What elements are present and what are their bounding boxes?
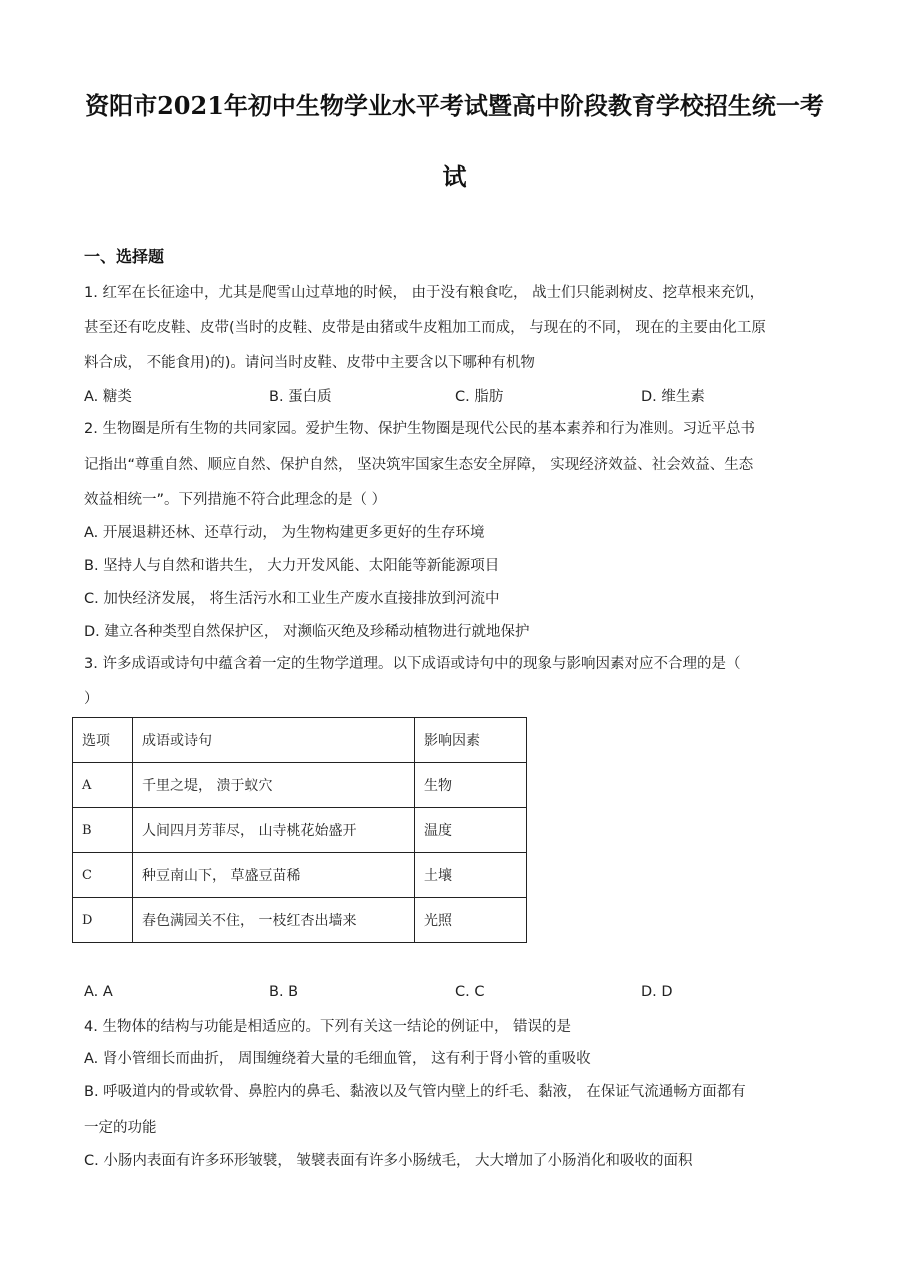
- page-title-line-1: 资阳市2021年初中生物学业水平考试暨高中阶段教育学校招生统一考: [85, 91, 824, 120]
- question-2-option-a: A. 开展退耕还林、还草行动， 为生物构建更多更好的生存环境: [84, 525, 485, 541]
- question-4-option-a: A. 肾小管细长而曲折， 周围缠绕着大量的毛细血管， 这有利于肾小管的重吸收: [84, 1051, 591, 1067]
- question-1-option-a: A. 糖类: [84, 389, 132, 405]
- question-3-option-a: A. A: [84, 984, 113, 1000]
- question-3-option-b: B. B: [269, 984, 299, 1000]
- question-2-option-d: D. 建立各种类型自然保护区， 对濒临灭绝及珍稀动植物进行就地保护: [84, 624, 530, 640]
- table-cell: B: [73, 808, 133, 853]
- question-4-line-1: 4. 生物体的结构与功能是相适应的。下列有关这一结论的例证中， 错误的是: [84, 1019, 572, 1035]
- table-cell: A: [73, 763, 133, 808]
- question-2-option-c: C. 加快经济发展， 将生活污水和工业生产废水直接排放到河流中: [84, 591, 500, 607]
- table-cell: 春色满园关不住， 一枝红杏出墙来: [133, 898, 415, 943]
- question-1-line-2: 甚至还有吃皮鞋、皮带(当时的皮鞋、皮带是由猪或牛皮粗加工而成， 与现在的不同， 现在的主要由化工原: [84, 320, 766, 336]
- question-3-line-2: ）: [84, 691, 99, 707]
- page-title-line-2: 试: [442, 162, 467, 191]
- table-header-cell: 影响因素: [415, 718, 527, 763]
- question-3-option-d: D. D: [641, 984, 673, 1000]
- table-header-cell: 成语或诗句: [133, 718, 415, 763]
- question-1-line-1: 1. 红军在长征途中，尤其是爬雪山过草地的时候， 由于没有粮食吃， 战士们只能剥树皮、挖草根来充饥，: [84, 285, 765, 301]
- table-header-cell: 选项: [73, 718, 133, 763]
- question-2-option-b: B. 坚持人与自然和谐共生， 大力开发风能、太阳能等新能源项目: [84, 558, 500, 574]
- table-cell: 人间四月芳菲尽， 山寺桃花始盛开: [133, 808, 415, 853]
- table-row: [73, 763, 527, 808]
- table-row: [73, 898, 527, 943]
- section-heading: 一、选择题: [84, 247, 165, 266]
- table-cell: 千里之堤， 溃于蚁穴: [133, 763, 415, 808]
- question-3-line-1: 3. 许多成语或诗句中蕴含着一定的生物学道理。以下成语或诗句中的现象与影响因素对应不合理的是（: [84, 656, 741, 672]
- table-cell: C: [73, 853, 133, 898]
- table-cell: 土壤: [415, 853, 527, 898]
- table-header-row: [73, 718, 527, 763]
- table-cell: 温度: [415, 808, 527, 853]
- table-cell: 种豆南山下， 草盛豆苗稀: [133, 853, 415, 898]
- question-4-option-b: B. 呼吸道内的骨或软骨、鼻腔内的鼻毛、黏液以及气管内壁上的纤毛、黏液， 在保证气流通畅方面都有: [84, 1084, 746, 1100]
- table-cell: 生物: [415, 763, 527, 808]
- table-row: [73, 853, 527, 898]
- question-1-line-3: 料合成， 不能食用)的)。请问当时皮鞋、皮带中主要含以下哪种有机物: [84, 355, 535, 371]
- question-4-option-b-continued: 一定的功能: [84, 1120, 157, 1136]
- question-1-option-c: C. 脂肪: [455, 389, 504, 405]
- question-1-option-d: D. 维生素: [641, 389, 705, 405]
- question-4-option-c: C. 小肠内表面有许多环形皱襞， 皱襞表面有许多小肠绒毛， 大大增加了小肠消化和吸收的面积: [84, 1153, 693, 1169]
- question-2-line-2: 记指出“尊重自然、顺应自然、保护自然， 坚决筑牢国家生态安全屏障， 实现经济效益、社会效益、生态: [84, 457, 754, 473]
- question-2-line-3: 效益相统一”。下列措施不符合此理念的是（ ）: [84, 492, 387, 508]
- table-cell: D: [73, 898, 133, 943]
- table-cell: 光照: [415, 898, 527, 943]
- question-3-option-c: C. C: [455, 984, 485, 1000]
- table-row: [73, 808, 527, 853]
- question-3-table: [72, 717, 527, 943]
- question-2-line-1: 2. 生物圈是所有生物的共同家园。爱护生物、保护生物圈是现代公民的基本素养和行为准则。习近平总书: [84, 421, 755, 437]
- question-1-option-b: B. 蛋白质: [269, 389, 332, 405]
